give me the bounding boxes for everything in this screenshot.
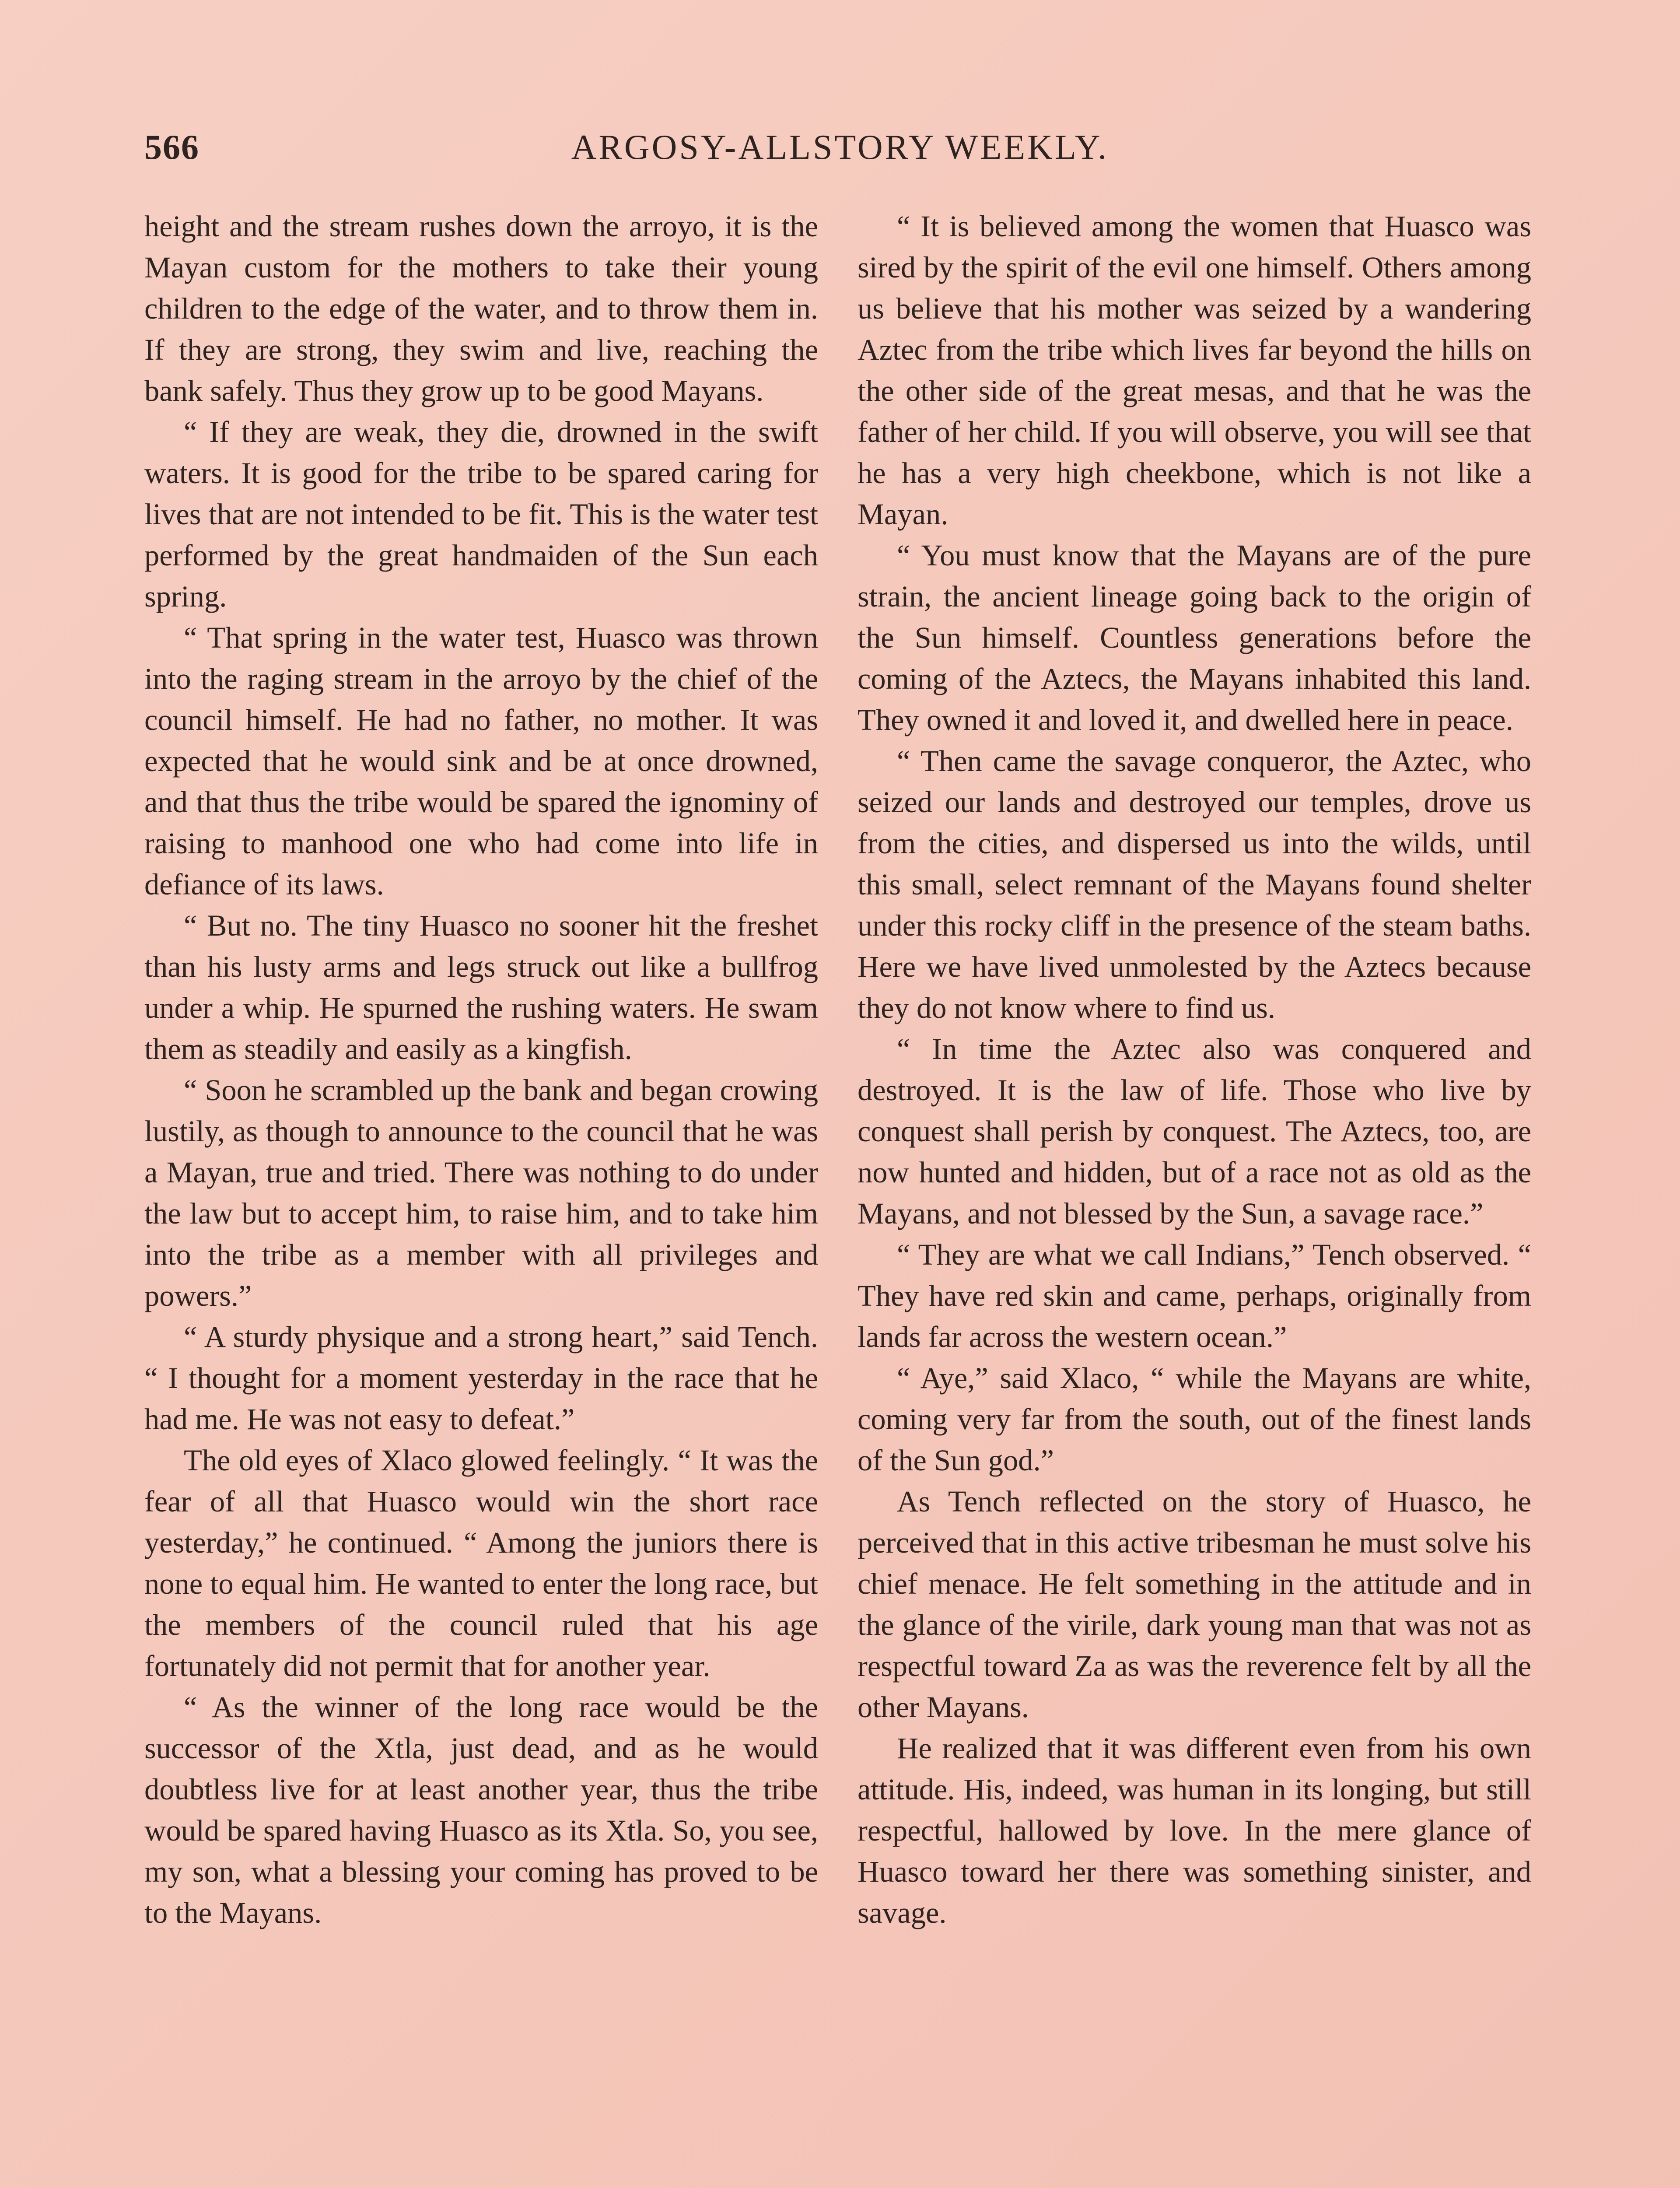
- text-columns: [144, 206, 1536, 2188]
- paragraph: “ In time the Aztec also was conquered and destroyed. It is the law of life. Those who live by conquest shall perish by conquest. The Aztecs, too, are now hunted and hidden, but of a race not as old as the Mayans, and not blessed by the Sun, a savage race.”: [858, 1032, 1531, 1230]
- paragraph: “ Soon he scrambled up the bank and began crowing lustily, as though to announce to the council that he was a Mayan, true and tried. There was nothing to do under the law but to accept him, to raise him, and to take him into the tribe as a member with all privileges and powers.”: [144, 1073, 818, 1312]
- paragraph: “ That spring in the water test, Huasco was thrown into the raging stream in the arroyo by the chief of the council himself. He had no father, no mother. It was expected that he would sink and be at once drowned, and that thus the tribe would be spared the ignominy of raising to manhood one who had come into life in defiance of its laws.: [144, 621, 818, 901]
- paragraph: “ Aye,” said Xlaco, “ while the Mayans are white, coming very far from the south, out of the finest lands of the Sun god.”: [858, 1361, 1531, 1477]
- paragraph: “ Then came the savage conqueror, the Aztec, who seized our lands and destroyed our temples, drove us from the cities, and dispersed us into the wilds, until this small, select remnant of the Mayans found shelter under this rocky cliff in the presence of the steam baths. Here we have lived unmolested by the Aztecs because they do not know where to find us.: [858, 744, 1531, 1024]
- paragraph: “ If they are weak, they die, drowned in the swift waters. It is good for the tribe to be spared caring for lives that are not intended to be fit. This is the water test performed by the great handmaiden of the Sun each spring.: [144, 415, 818, 613]
- paragraph: “ As the winner of the long race would be the successor of the Xtla, just dead, and as he would doubtless live for at least another year, thus the tribe would be spared having Huasco as its Xtla. So, you see, my son, what a blessing your coming has proved to be to the Mayans.: [144, 1690, 818, 1929]
- running-head: ARGOSY-ALLSTORY WEEKLY.: [571, 128, 1109, 167]
- right-column: [858, 206, 1531, 1933]
- paragraph: As Tench reflected on the story of Huasco, he perceived that in this active tribesman he must solve his chief menace. He felt something in the attitude and in the glance of the virile, dark young man that was not as respectful toward Za as was the reverence felt by all the other Mayans.: [858, 1485, 1531, 1724]
- page-number: 566: [144, 128, 200, 167]
- paragraph: “ It is believed among the women that Huasco was sired by the spirit of the evil one himself. Others among us believe that his mother was seized by a wandering Aztec from the tribe which lives far beyond the hills on the other side of the great mesas, and that he was the father of her child. If you will observe, you will see that he has a very high cheekbone, which is not like a Mayan.: [858, 210, 1531, 531]
- page-header: [144, 128, 1536, 180]
- paragraph: “ You must know that the Mayans are of the pure strain, the ancient lineage going back to the origin of the Sun himself. Countless generations before the coming of the Aztecs, the Mayans inhabited this land. They owned it and loved it, and dwelled here in peace.: [858, 539, 1531, 736]
- paragraph: “ But no. The tiny Huasco no sooner hit the freshet than his lusty arms and legs struck out like a bullfrog under a whip. He spurned the rushing waters. He swam them as steadily and easily as a kingfish.: [144, 909, 818, 1066]
- paragraph: height and the stream rushes down the arroyo, it is the Mayan custom for the mothers to take their young children to the edge of the water, and to throw them in. If they are strong, they swim and live, reaching the bank safely. Thus they grow up to be good Mayans.: [144, 210, 818, 407]
- paragraph: He realized that it was different even from his own attitude. His, indeed, was human in its longing, but still respectful, hallowed by love. In the mere glance of Huasco toward her there was something sinister, and savage.: [858, 1732, 1531, 1929]
- left-column: [144, 206, 818, 1933]
- paragraph: “ They are what we call Indians,” Tench observed. “ They have red skin and came, perhaps, originally from lands far across the western ocean.”: [858, 1238, 1531, 1353]
- paragraph: The old eyes of Xlaco glowed feelingly. “ It was the fear of all that Huasco would win the short race yesterday,” he continued. “ Among the juniors there is none to equal him. He wanted to enter the long race, but the members of the council ruled that his age fortunately did not permit that for another year.: [144, 1444, 818, 1683]
- paragraph: “ A sturdy physique and a strong heart,” said Tench. “ I thought for a moment yesterday in the race that he had me. He was not easy to defeat.”: [144, 1320, 818, 1436]
